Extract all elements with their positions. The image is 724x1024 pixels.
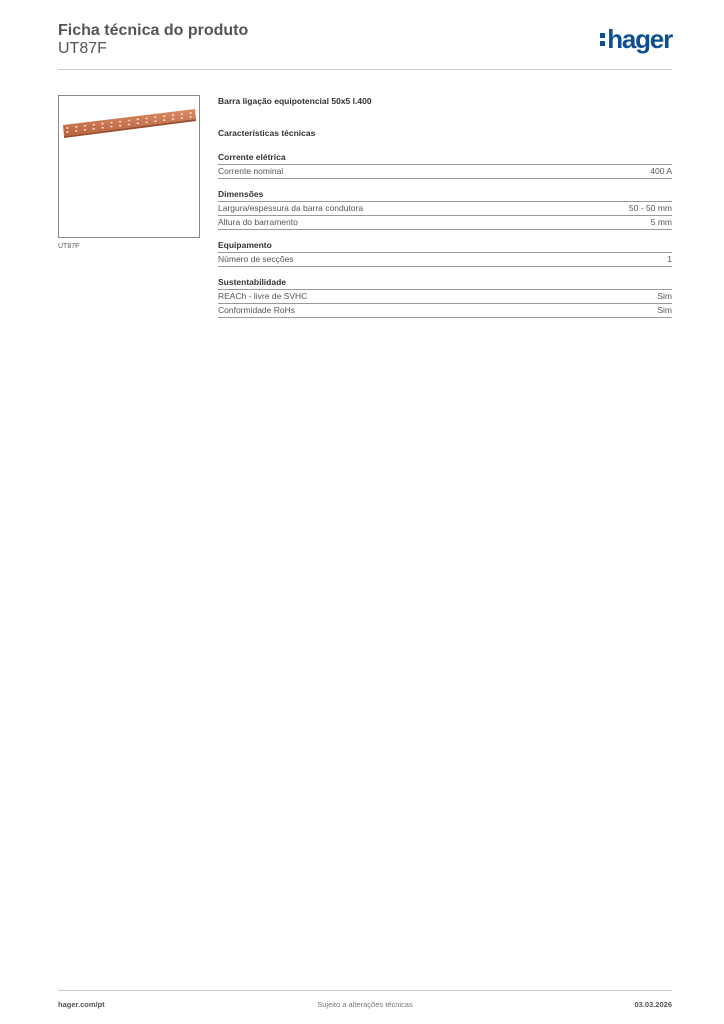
spec-label: Corrente nominal	[218, 166, 284, 176]
spec-value: Sim	[657, 305, 672, 315]
spec-row	[218, 304, 672, 318]
spec-section	[218, 240, 672, 267]
page-header	[58, 20, 672, 70]
section-title: Sustentabilidade	[218, 277, 672, 290]
logo-text: hager	[607, 24, 672, 54]
section-title: Dimensões	[218, 189, 672, 202]
copper-busbar-image	[59, 96, 199, 237]
product-name: Barra ligação equipotencial 50x5 l.400	[218, 96, 372, 106]
spec-label: Número de secções	[218, 254, 294, 264]
spec-value: Sim	[657, 291, 672, 301]
footer-date: 03.03.2026	[634, 1000, 672, 1009]
spec-label: Conformidade RoHs	[218, 305, 296, 315]
spec-value: 1	[667, 254, 672, 264]
image-caption: UT87F	[58, 243, 80, 250]
page-footer	[58, 990, 672, 1013]
spec-row	[218, 202, 672, 216]
spec-row	[218, 216, 672, 230]
spec-label: Altura do barramento	[218, 217, 298, 227]
spec-value: 400 A	[650, 166, 672, 176]
spec-value: 5 mm	[650, 217, 672, 227]
product-reference: UT87F	[58, 40, 107, 57]
section-title: Corrente elétrica	[218, 152, 672, 165]
product-image	[58, 95, 200, 238]
spec-label: Largura/espessura da barra condutora	[218, 203, 364, 213]
spec-row	[218, 165, 672, 179]
hager-logo[interactable]	[600, 26, 672, 52]
logo-dots-icon	[600, 33, 605, 46]
spec-label: REACh - livre de SVHC	[218, 291, 308, 301]
spec-row	[218, 290, 672, 304]
product-specs	[218, 96, 672, 318]
document-title: Ficha técnica do produto	[58, 22, 249, 39]
spec-sections	[218, 152, 672, 318]
section-title: Equipamento	[218, 240, 672, 253]
footer-notice: Sujeito a alterações técnicas	[317, 1000, 413, 1009]
footer-website[interactable]: hager.com/pt	[58, 1000, 105, 1009]
spec-section	[218, 277, 672, 318]
spec-section	[218, 189, 672, 230]
spec-section	[218, 152, 672, 179]
spec-row	[218, 253, 672, 267]
spec-value: 50 - 50 mm	[629, 203, 672, 213]
characteristics-title: Características técnicas	[218, 128, 316, 138]
